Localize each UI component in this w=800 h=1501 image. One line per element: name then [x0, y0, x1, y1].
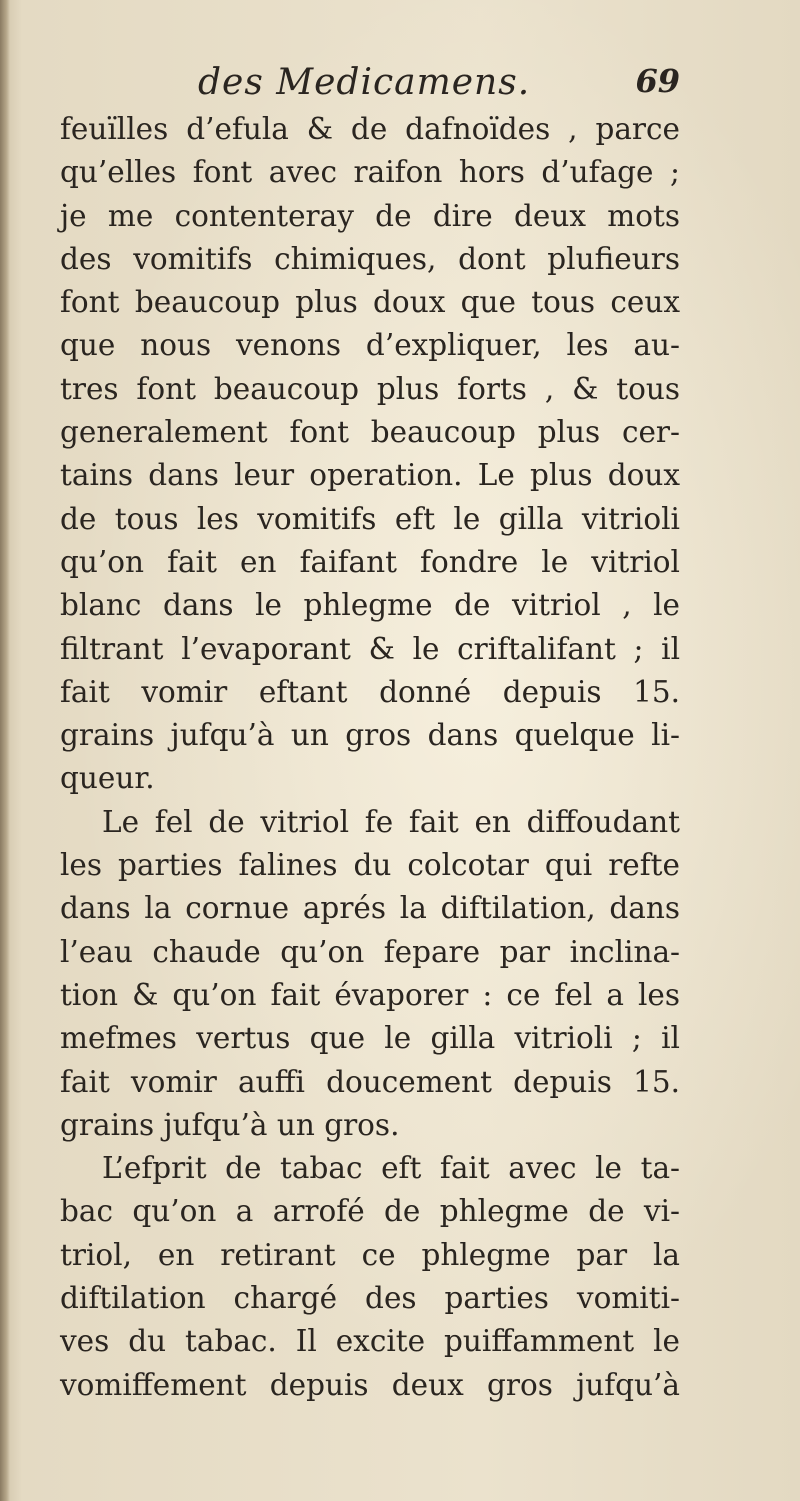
text-line: bac qu’on a arrofé de phlegme de vi-	[60, 1194, 680, 1229]
text-line: je me contenteray de dire deux mots	[60, 198, 680, 233]
text-line: qu’on fait en faifant fondre le vitriol	[60, 544, 680, 579]
text-line: qu’elles font avec raifon hors d’ufage ;	[60, 155, 680, 190]
text-line: des vomitifs chimiques, dont plufieurs	[60, 241, 680, 276]
text-line: mefmes vertus que le gilla vitrioli ; il	[60, 1021, 680, 1056]
text-line: feuïlles d’efula & de dafnoïdes , parce	[60, 112, 680, 146]
text-line: grains jufqu’à un gros dans quelque li-	[60, 718, 680, 753]
text-line: fait vomir auffi doucement depuis 15.	[60, 1064, 680, 1099]
text-line: triol, en retirant ce phlegme par la	[60, 1237, 680, 1272]
text-line: tres font beaucoup plus forts , & tous	[60, 371, 680, 406]
text-line: queur.	[60, 761, 155, 796]
running-head	[60, 58, 680, 108]
text-line: ves du tabac. Il excite puiffamment le	[60, 1324, 680, 1359]
text-line: dans la cornue aprés la diftilation, dans	[60, 891, 680, 926]
text-line: generalement font beaucoup plus cer-	[60, 415, 680, 450]
text-line: diftilation chargé des parties vomiti-	[60, 1281, 680, 1316]
running-head-title: des Medicamens.	[198, 62, 531, 103]
text-line: blanc dans le phlegme de vitriol , le	[60, 588, 680, 623]
text-line: les parties falines du colcotar qui refte	[60, 848, 680, 883]
text-line: grains jufqu’à un gros.	[60, 1107, 400, 1142]
paragraph-start-line: Le fel de vitriol fe fait en diffoudant	[102, 804, 680, 839]
text-line: tion & qu’on fait évaporer : ce fel a les	[60, 977, 680, 1012]
text-line: filtrant l’evaporant & le criftalifant ; il	[60, 631, 680, 666]
text-line: vomiffement depuis deux gros jufqu’à	[60, 1367, 680, 1402]
text-line: tains dans leur operation. Le plus doux	[60, 458, 680, 493]
body-text	[60, 108, 680, 1407]
text-line: que nous venons d’expliquer, les au-	[60, 328, 680, 363]
text-line: l’eau chaude qu’on fepare par inclina-	[60, 934, 680, 969]
text-line: fait vomir eftant donné depuis 15.	[60, 674, 680, 709]
text-line: de tous les vomitifs eft le gilla vitrioli	[60, 501, 680, 536]
page-number: 69	[635, 62, 680, 100]
binding-edge	[0, 0, 10, 1501]
paragraph-start-line: L’efprit de tabac eft fait avec le ta-	[102, 1151, 680, 1186]
text-line: font beaucoup plus doux que tous ceux	[60, 285, 680, 320]
